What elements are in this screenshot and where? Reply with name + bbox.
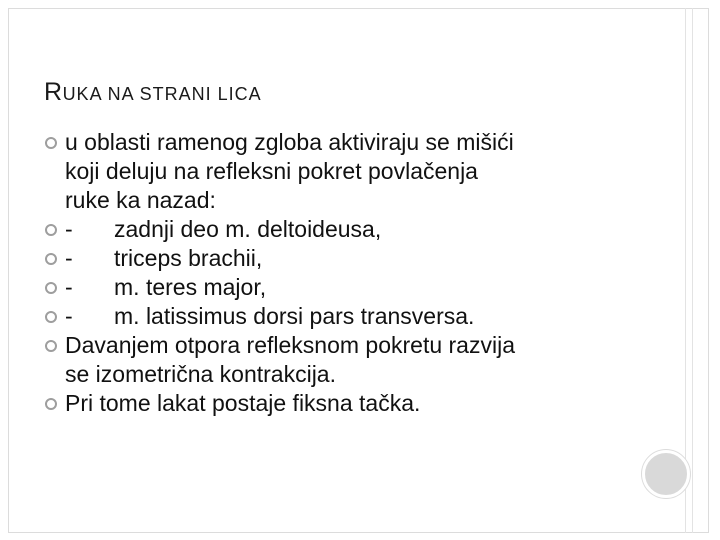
item-line: se izometrična kontrakcija. <box>65 361 336 387</box>
list-item <box>44 215 664 244</box>
item-line: u oblasti ramenog zgloba aktiviraju se mišići <box>65 129 514 155</box>
decorative-right-strip <box>685 8 693 533</box>
ring-bullet-icon <box>44 310 58 324</box>
item-dash: - <box>65 274 73 300</box>
item-line: ruke ka nazad: <box>65 187 216 213</box>
slide-title <box>44 78 262 107</box>
list-item <box>44 389 664 418</box>
item-text: m. latissimus dorsi pars transversa. <box>114 303 475 329</box>
title-rest: UKA NA STRANI LICA <box>62 84 262 104</box>
ring-bullet-icon <box>44 281 58 295</box>
item-text: m. teres major, <box>114 274 267 300</box>
bullet-list <box>44 128 664 418</box>
decorative-circle <box>642 450 690 498</box>
list-item <box>44 302 664 331</box>
item-dash: - <box>65 245 73 271</box>
list-item <box>44 128 664 215</box>
item-line: koji deluju na refleksni pokret povlačenja <box>65 158 478 184</box>
ring-bullet-icon <box>44 252 58 266</box>
item-text: zadnji deo m. deltoideusa, <box>114 216 382 242</box>
ring-bullet-icon <box>44 339 58 353</box>
item-text: triceps brachii, <box>114 245 263 271</box>
ring-bullet-icon <box>44 136 58 150</box>
item-line: Davanjem otpora refleksnom pokretu razvija <box>65 332 515 358</box>
list-item <box>44 244 664 273</box>
item-line: Pri tome lakat postaje fiksna tačka. <box>65 390 421 416</box>
ring-bullet-icon <box>44 223 58 237</box>
item-dash: - <box>65 303 73 329</box>
list-item <box>44 273 664 302</box>
title-initial: R <box>44 78 63 106</box>
ring-bullet-icon <box>44 397 58 411</box>
item-dash: - <box>65 216 73 242</box>
list-item <box>44 331 664 389</box>
